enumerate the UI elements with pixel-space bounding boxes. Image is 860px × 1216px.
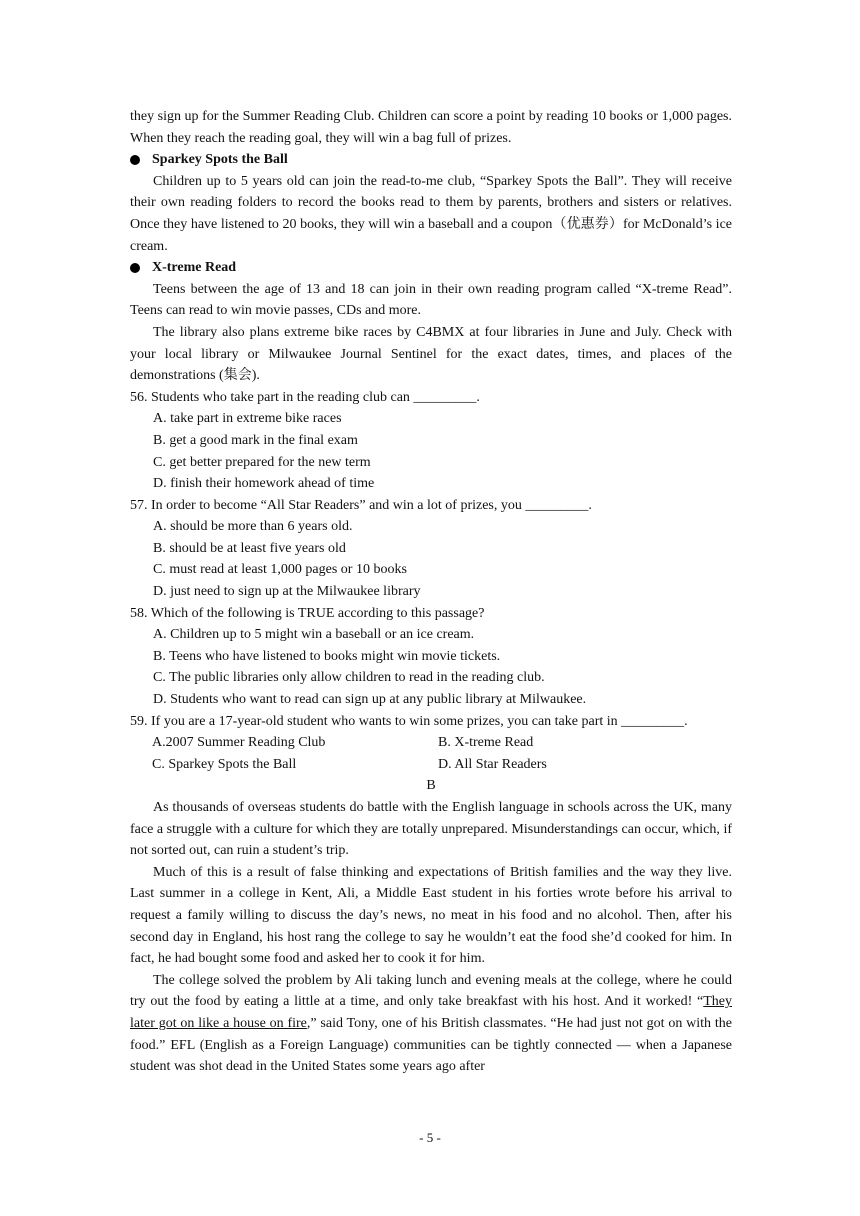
question-59-option-d: D. All Star Readers xyxy=(438,756,547,772)
document-page xyxy=(130,106,732,1078)
question-58-option-a: A. Children up to 5 might win a baseball or an ice cream. xyxy=(153,627,475,643)
question-56-option-c: C. get better prepared for the new term xyxy=(153,454,371,470)
passage-b-paragraph-1: As thousands of overseas students do battle with the English language in schools across the UK, many face a struggle with a culture for which they are totally unprepared. Misunderstandings can occur, which, if not sorted out, can ruin a student’s trip. xyxy=(130,800,732,859)
question-56-option-d: D. finish their homework ahead of time xyxy=(153,476,375,492)
underlined-phrase: They later got on like a house on fire xyxy=(130,994,732,1031)
question-58-option-b: B. Teens who have listened to books might win movie tickets. xyxy=(153,648,501,664)
section-body-sparkey: Children up to 5 years old can join the read-to-me club, “Sparkey Spots the Ball”. They will receive their own reading folders to record the books read to them by parents, brothers and sisters or relatives. Once they have listened to 20 books, they will win a baseball and a coupon（优惠券）for McDonald’s ice cream. xyxy=(130,173,732,254)
question-58-option-c: C. The public libraries only allow children to read in the reading club. xyxy=(153,670,545,686)
question-59-option-b: B. X-treme Read xyxy=(438,735,534,751)
question-59-option-a: A.2007 Summer Reading Club xyxy=(152,735,326,751)
passage-b-label: B xyxy=(426,778,436,794)
paragraph-3-text-after: ,” said Tony, one of his British classmates. “He had just not got on with the food.” EFL (English as a Foreign Language) communities can be tightly connected — when a Japanese student was shot dead in the United States some years ago after xyxy=(130,1015,732,1075)
question-59-option-c: C. Sparkey Spots the Ball xyxy=(152,756,297,772)
question-57-option-d: D. just need to sign up at the Milwaukee library xyxy=(153,584,421,600)
question-56-option-a: A. take part in extreme bike races xyxy=(153,411,342,427)
question-57-option-b: B. should be at least five years old xyxy=(153,540,346,556)
page-number: - 5 - xyxy=(419,1130,441,1145)
section-heading-text: Sparkey Spots the Ball xyxy=(152,152,288,168)
question-57-option-c: C. must read at least 1,000 pages or 10 books xyxy=(153,562,407,578)
passage-b-paragraph-3 xyxy=(130,970,732,1078)
question-56-option-b: B. get a good mark in the final exam xyxy=(153,432,358,448)
bullet-icon xyxy=(130,155,140,165)
paragraph-3-text-before: The college solved the problem by Ali taking lunch and evening meals at the college, where he could try out the food by eating a little at a time, and only take breakfast with his host. And it worked! “ xyxy=(130,972,732,1010)
section-body-library: The library also plans extreme bike races by C4BMX at four libraries in June and July. Check with your local library or Milwaukee Journal Sentinel for the exact dates, times, and places of the demonstrations (集会). xyxy=(130,324,732,384)
intro-continuation: they sign up for the Summer Reading Club. Children can score a point by reading 10 books or 1,000 pages. When they reach the reading goal, they will win a bag full of prizes. xyxy=(130,109,732,146)
question-58-option-d: D. Students who want to read can sign up at any public library at Milwaukee. xyxy=(153,692,587,708)
question-59-stem: 59. If you are a 17-year-old student who wants to win some prizes, you can take part in _________. xyxy=(130,713,688,729)
question-57-option-a: A. should be more than 6 years old. xyxy=(153,519,353,535)
question-57-stem: 57. In order to become “All Star Readers” and win a lot of prizes, you _________. xyxy=(130,497,592,513)
passage-b-paragraph-2: Much of this is a result of false thinking and expectations of British families and the way they live. Last summer in a college in Kent, Ali, a Middle East student in his forties wrote before his arrival to request a family willing to discuss the day’s news, no meat in his food and no alcohol. Then, after his second day in England, his host rang the college to say he wouldn’t eat the food she’d cooked for him. In fact, he had bought some food and asked her to cook it for him. xyxy=(130,864,732,967)
section-heading-text: X-treme Read xyxy=(152,260,237,276)
section-heading-xtreme xyxy=(130,257,732,279)
section-heading-sparkey xyxy=(130,149,732,171)
bullet-icon xyxy=(130,263,140,273)
question-58-stem: 58. Which of the following is TRUE according to this passage? xyxy=(130,605,485,621)
section-body-xtreme: Teens between the age of 13 and 18 can join in their own reading program called “X-treme Read”. Teens can read to win movie passes, CDs and more. xyxy=(130,281,732,319)
question-59-options-row-1 xyxy=(130,732,732,754)
question-56-stem: 56. Students who take part in the reading club can _________. xyxy=(130,389,480,405)
question-59-options-row-2 xyxy=(130,754,732,776)
